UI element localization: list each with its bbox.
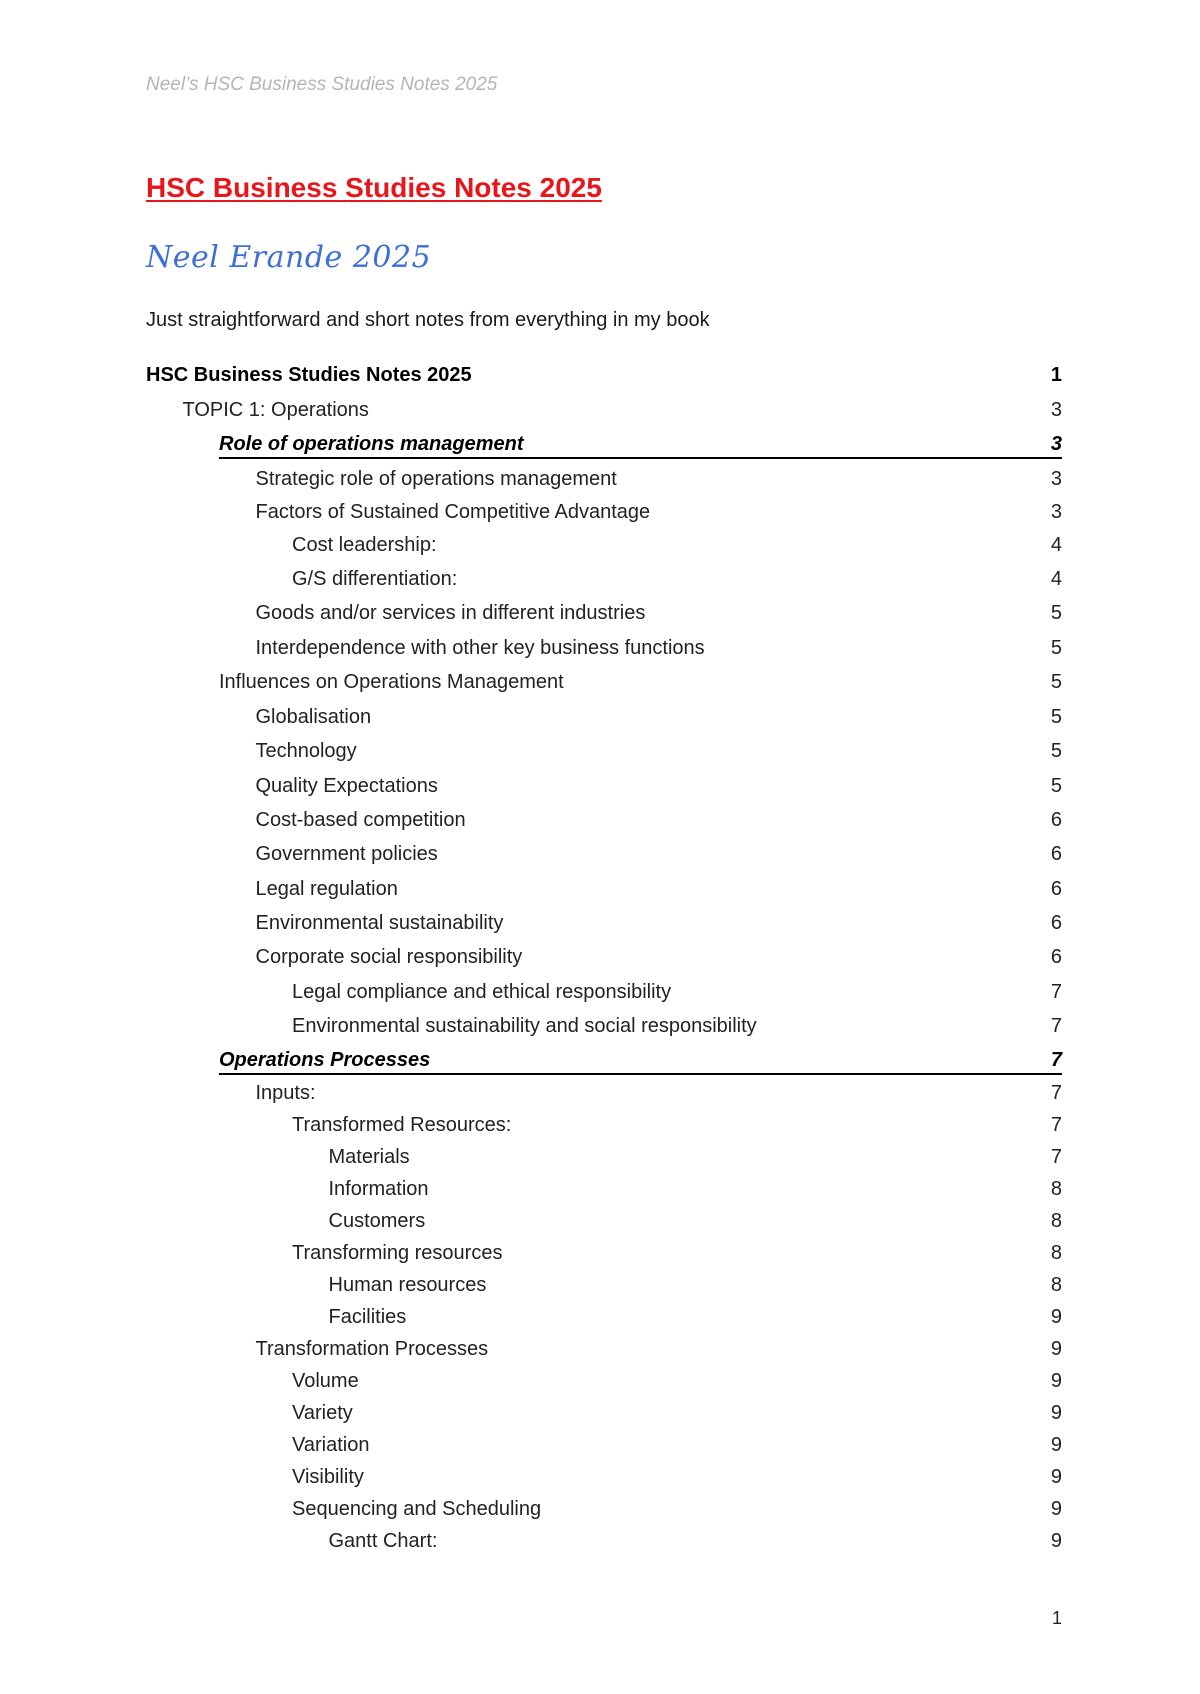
toc-entry-page[interactable]: 5	[1050, 602, 1062, 624]
toc-entry-page[interactable]: 7	[1050, 1146, 1062, 1168]
toc-entry-label[interactable]: Role of operations management	[219, 433, 524, 455]
toc-entry-label[interactable]: Transformation Processes	[255, 1338, 489, 1360]
toc-entry-page[interactable]: 8	[1050, 1274, 1062, 1296]
toc-entry-label[interactable]: Human resources	[328, 1274, 487, 1296]
toc-entry-page[interactable]: 5	[1050, 706, 1062, 728]
toc-entry-label[interactable]: Factors of Sustained Competitive Advantage	[255, 501, 651, 523]
toc-entry-page[interactable]: 4	[1050, 534, 1062, 556]
toc-entry-label[interactable]: HSC Business Studies Notes 2025	[146, 364, 472, 386]
toc-entry-page[interactable]: 6	[1050, 946, 1062, 968]
toc-entry-label[interactable]: Gantt Chart:	[328, 1530, 438, 1552]
toc-entry-label[interactable]: Cost-based competition	[255, 809, 466, 831]
toc-entry-label[interactable]: Legal compliance and ethical responsibility	[292, 981, 672, 1003]
toc-entry-page[interactable]: 7	[1050, 1114, 1062, 1136]
toc-entry-label[interactable]: Strategic role of operations management	[255, 468, 617, 490]
toc-entry-label[interactable]: Inputs:	[255, 1082, 316, 1104]
toc-entry-page[interactable]: 8	[1050, 1242, 1062, 1264]
toc-entry-page[interactable]: 3	[1050, 433, 1062, 455]
toc-entry-label[interactable]: G/S differentiation:	[292, 568, 458, 590]
toc-entry-label[interactable]: Variation	[292, 1434, 370, 1456]
toc-entry-page[interactable]: 6	[1050, 843, 1062, 865]
toc-entry-label[interactable]: Operations Processes	[219, 1049, 431, 1071]
toc-entry-page[interactable]: 4	[1050, 568, 1062, 590]
document-subtitle: Just straightforward and short notes from everything in my book	[146, 309, 710, 331]
toc-entry-label[interactable]: Environmental sustainability	[255, 912, 504, 934]
toc-entry-label[interactable]: Variety	[292, 1402, 353, 1424]
toc-entry-label[interactable]: Influences on Operations Management	[219, 671, 564, 693]
toc-entry-page[interactable]: 7	[1050, 1049, 1062, 1071]
toc-entry-label[interactable]: Visibility	[292, 1466, 364, 1488]
toc-entry-page[interactable]: 9	[1050, 1370, 1062, 1392]
document-title: HSC Business Studies Notes 2025	[146, 172, 602, 203]
toc-entry-label[interactable]: Environmental sustainability and social responsibility	[292, 1015, 757, 1037]
toc-entry-label[interactable]: Materials	[328, 1146, 410, 1168]
toc-entry-label[interactable]: Transformed Resources:	[292, 1114, 512, 1136]
toc-entry-label[interactable]: Corporate social responsibility	[255, 946, 523, 968]
toc-entry-page[interactable]: 8	[1050, 1210, 1062, 1232]
toc-entry-page[interactable]: 9	[1050, 1402, 1062, 1424]
toc-entry-page[interactable]: 6	[1050, 878, 1062, 900]
toc-entry-page[interactable]: 9	[1050, 1434, 1062, 1456]
running-header: Neel’s HSC Business Studies Notes 2025	[146, 74, 498, 95]
toc-entry-label[interactable]: Globalisation	[255, 706, 372, 728]
author-signature: Neel Erande 2025	[146, 240, 432, 275]
toc-entry-page[interactable]: 5	[1050, 775, 1062, 797]
toc-entry-label[interactable]: Government policies	[255, 843, 438, 865]
toc-entry-page[interactable]: 9	[1050, 1338, 1062, 1360]
toc-entry-label[interactable]: Technology	[255, 740, 357, 762]
toc-entry-page[interactable]: 3	[1050, 501, 1062, 523]
toc-entry-label[interactable]: Cost leadership:	[292, 534, 437, 556]
toc-entry-page[interactable]: 6	[1050, 809, 1062, 831]
toc-entry-label[interactable]: Information	[328, 1178, 429, 1200]
toc-entry-label[interactable]: Transforming resources	[292, 1242, 503, 1264]
toc-entry-page[interactable]: 5	[1050, 637, 1062, 659]
toc-entry-page[interactable]: 8	[1050, 1178, 1062, 1200]
toc-entry-page[interactable]: 7	[1050, 1015, 1062, 1037]
toc-entry-page[interactable]: 3	[1050, 399, 1062, 421]
toc-entry-page[interactable]: 5	[1050, 740, 1062, 762]
toc-entry-page[interactable]: 6	[1050, 912, 1062, 934]
toc-entry-label[interactable]: Quality Expectations	[255, 775, 438, 797]
toc-entry-page[interactable]: 9	[1050, 1306, 1062, 1328]
toc-entry-label[interactable]: Goods and/or services in different industries	[255, 602, 646, 624]
toc-entry-page[interactable]: 1	[1050, 364, 1062, 386]
toc-entry-label[interactable]: Volume	[292, 1370, 359, 1392]
toc-entry-page[interactable]: 9	[1050, 1466, 1062, 1488]
toc-entry-label[interactable]: Legal regulation	[255, 878, 398, 900]
toc-entry-page[interactable]: 9	[1050, 1498, 1062, 1520]
toc-entry-page[interactable]: 9	[1050, 1530, 1062, 1552]
toc-entry-label[interactable]: Customers	[328, 1210, 426, 1232]
toc-entry-page[interactable]: 7	[1050, 1082, 1062, 1104]
toc-entry-label[interactable]: Facilities	[328, 1306, 407, 1328]
page-number: 1	[1051, 1608, 1062, 1628]
toc-entry-page[interactable]: 5	[1050, 671, 1062, 693]
toc-section-underline	[219, 1073, 1062, 1075]
toc-section-underline	[219, 457, 1062, 459]
toc-entry-label[interactable]: Interdependence with other key business functions	[255, 637, 705, 659]
toc-entry-page[interactable]: 7	[1050, 981, 1062, 1003]
toc-entry-label[interactable]: Sequencing and Scheduling	[292, 1498, 542, 1520]
toc-entry-label[interactable]: TOPIC 1: Operations	[182, 399, 369, 421]
toc-entry-page[interactable]: 3	[1050, 468, 1062, 490]
